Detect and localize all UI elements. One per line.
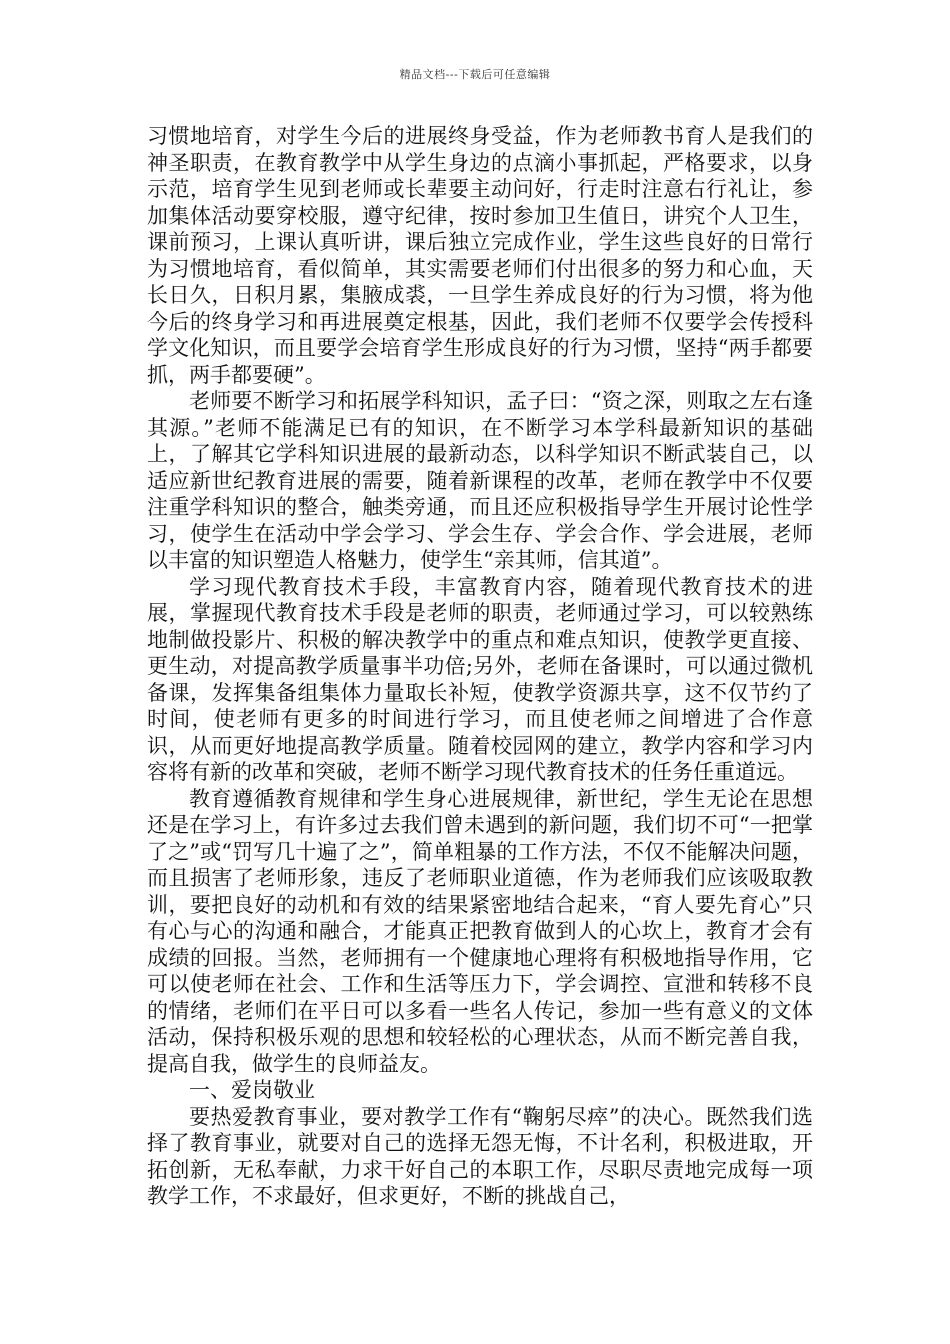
paragraph-dedication: 要热爱教育事业，要对教学工作有“鞠躬尽瘁”的决心。既然我们选择了教育事业，就要对自己的选择无怨无悔，不计名利，积极进取，开拓创新，无私奉献，力求干好自己的本职工作，尽职尽责地完成每一项教学工作，不求最好，但求更好，不断的挑战自己， xyxy=(147,1104,813,1208)
paragraph-education-technology: 学习现代教育技术手段，丰富教育内容，随着现代教育技术的进展，掌握现代教育技术手段是老师的职责，老师通过学习，可以较熟练地制做投影片、积极的解决教学中的重点和难点知识，使教学更直接、更生动，对提高教学质量事半功倍;另外，老师在备课时，可以通过微机备课，发挥集备组集体力量取长补短，使教学资源共享，这不仅节约了时间，使老师有更多的时间进行学习，而且使老师之间增进了合作意识，从而更好地提高教学质量。随着校园网的建立，教学内容和学习内容将有新的改革和突破，老师不断学习现代教育技术的任务任重道远。 xyxy=(147,574,813,784)
section-heading: 一、爱岗敬业 xyxy=(189,1078,315,1102)
paragraph-subject-knowledge: 老师要不断学习和拓展学科知识，孟子曰：“资之深，则取之左右逢其源。”老师不能满足已有的知识，在不断学习本学科最新知识的基础上，了解其它学科知识进展的最新动态，以科学知识不断武装自己，以适应新世纪教育进展的需要，随着新课程的改革，老师在教学中不仅要注重学科知识的整合，触类旁通，而且还应积极指导学生开展讨论性学习，使学生在活动中学会学习、学会生存、学会合作、学会进展，老师以丰富的知识塑造人格魅力，使学生“亲其师，信其道”。 xyxy=(147,389,813,572)
document-body xyxy=(147,123,813,1210)
page-header: 精品文档---下载后可任意编辑 xyxy=(399,68,551,81)
paragraph-continuation: 习惯地培育，对学生今后的进展终身受益，作为老师教书育人是我们的神圣职责，在教育教学中从学生身边的点滴小事抓起，严格要求，以身示范，培育学生见到老师或长辈要主动问好，行走时注意右行礼让，参加集体活动要穿校服，遵守纪律，按时参加卫生值日，讲究个人卫生，课前预习，上课认真听讲，课后独立完成作业，学生这些良好的日常行为习惯地培育，看似简单，其实需要老师们付出很多的努力和心血，天长日久，日积月累，集腋成裘，一旦学生养成良好的行为习惯，将为他今后的终身学习和再进展奠定根基，因此，我们老师不仅要学会传授科学文化知识，而且要学会培育学生形成良好的行为习惯，坚持“两手都要抓，两手都要硬”。 xyxy=(147,124,813,387)
paragraph-education-rules: 教育遵循教育规律和学生身心进展规律，新世纪，学生无论在思想还是在学习上，有许多过去我们曾未遇到的新问题，我们切不可“一把掌了之”或“罚写几十遍了之”，简单粗暴的工作方法，不仅不能解决问题，而且损害了老师形象，违反了老师职业道德，作为老师我们应该吸取教训，要把良好的动机和有效的结果紧密地结合起来，“育人要先育心”只有心与心的沟通和融合，才能真正把教育做到人的心坎上，教育才会有成绩的回报。当然，老师拥有一个健康地心理将有积极地指导作用，它可以使老师在社会、工作和生活等压力下，学会调控、宣泄和转移不良的情绪，老师们在平日可以多看一些名人传记，参加一些有意义的文体活动，保持积极乐观的思想和较轻松的心理状态，从而不断完善自我，提高自我，做学生的良师益友。 xyxy=(147,786,813,1076)
